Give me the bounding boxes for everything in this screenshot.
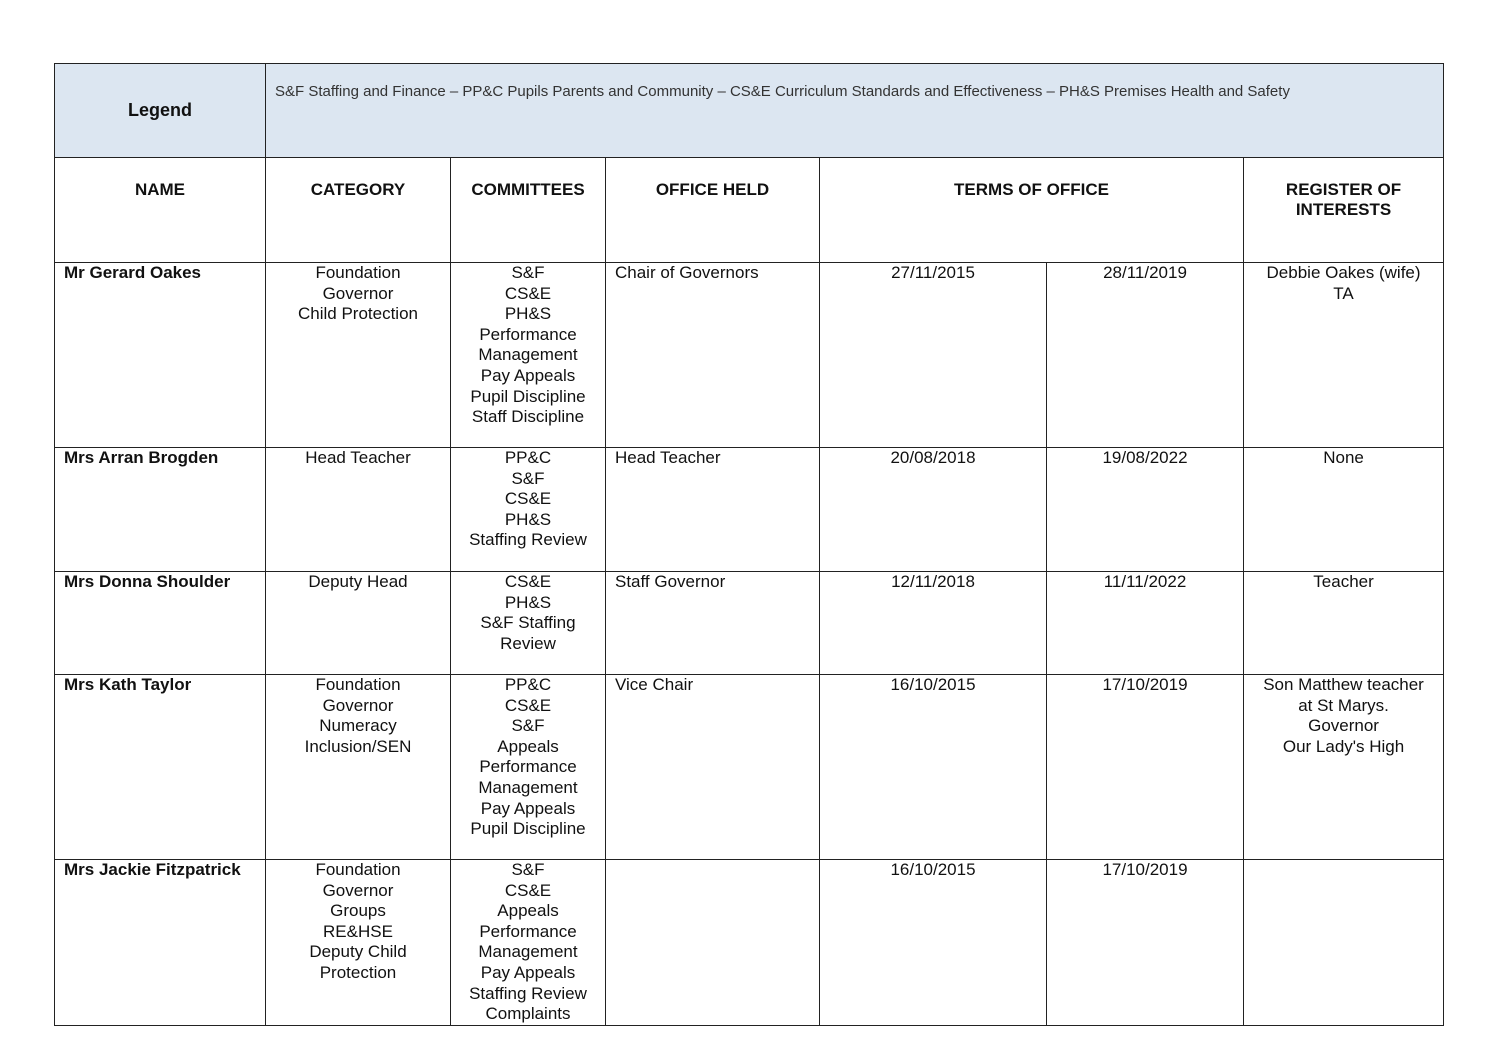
- category-line: Governor: [322, 880, 394, 900]
- term-start-date: 16/10/2015: [890, 675, 976, 694]
- committee-item: PH&S: [504, 304, 552, 324]
- table-row: [55, 860, 1444, 1026]
- legend-text: S&F Staffing and Finance – PP&C Pupils Parents and Community – CS&E Curriculum Standards and Effectiveness – PH&S Premises Health and Safety: [266, 64, 1444, 158]
- committee-item: Performance: [479, 757, 577, 777]
- committee-item: Pay Appeals: [480, 798, 576, 818]
- committee-item: Staffing Review: [469, 530, 587, 550]
- committee-item: S&F: [511, 468, 545, 488]
- committee-item: Appeals: [497, 736, 559, 756]
- table-row: [55, 263, 1444, 448]
- header-name: NAME: [55, 158, 266, 263]
- term-start-cell: [820, 448, 1047, 572]
- committees-cell: [451, 572, 606, 675]
- category-line: Deputy Child: [309, 942, 407, 962]
- governor-name-cell: [55, 860, 266, 1026]
- header-category: CATEGORY: [266, 158, 451, 263]
- category-cell: [266, 572, 451, 675]
- committee-item: S&F: [511, 860, 545, 879]
- register-line: Debbie Oakes (wife): [1266, 263, 1421, 282]
- governor-name: Mrs Donna Shoulder: [64, 572, 231, 591]
- office-held-cell: [606, 572, 820, 675]
- register-line: at St Marys.: [1298, 695, 1389, 715]
- header-committees: COMMITTEES: [451, 158, 606, 263]
- committee-item: Appeals: [497, 901, 559, 921]
- committee-item: Performance: [479, 921, 577, 941]
- category-line: Protection: [319, 962, 397, 982]
- table-row: [55, 448, 1444, 572]
- category-line: Deputy Head: [308, 572, 408, 591]
- term-end-date: 11/11/2022: [1103, 572, 1187, 591]
- register-line: Son Matthew teacher: [1263, 675, 1424, 694]
- term-start-cell: [820, 263, 1047, 448]
- term-end-date: 19/08/2022: [1102, 448, 1188, 467]
- table-row: [55, 572, 1444, 675]
- term-start-date: 20/08/2018: [890, 448, 976, 467]
- committee-item: Performance: [479, 324, 577, 344]
- category-line: Foundation: [315, 860, 401, 879]
- header-terms-of-office: TERMS OF OFFICE: [820, 158, 1244, 263]
- committee-item: CS&E: [504, 695, 552, 715]
- office-held: Head Teacher: [615, 448, 721, 467]
- committee-item: Complaints: [485, 1004, 571, 1024]
- term-end-date: 28/11/2019: [1103, 263, 1187, 282]
- committee-item: Review: [500, 633, 556, 653]
- register-line: Governor: [1308, 716, 1379, 736]
- term-start-cell: [820, 572, 1047, 675]
- category-cell: [266, 860, 451, 1026]
- category-line: Governor: [322, 283, 394, 303]
- legend-label: Legend: [55, 64, 266, 158]
- office-held-cell: [606, 860, 820, 1026]
- committee-item: Pupil Discipline: [470, 819, 586, 839]
- category-line: Foundation: [315, 263, 401, 282]
- category-line: Head Teacher: [305, 448, 411, 467]
- committees-cell: [451, 675, 606, 860]
- office-held-cell: [606, 263, 820, 448]
- term-start-date: 27/11/2015: [891, 263, 975, 282]
- category-line: Groups: [330, 901, 386, 921]
- category-line: Inclusion/SEN: [304, 736, 412, 756]
- committee-item: PH&S: [504, 592, 552, 612]
- committee-item: Staff Discipline: [471, 407, 585, 427]
- register-of-interests-cell: [1244, 448, 1444, 572]
- committee-item: S&F: [511, 716, 545, 736]
- term-start-cell: [820, 860, 1047, 1026]
- category-cell: [266, 675, 451, 860]
- header-office-held: OFFICE HELD: [606, 158, 820, 263]
- table-body: [55, 263, 1444, 1026]
- term-start-cell: [820, 675, 1047, 860]
- term-end-date: 17/10/2019: [1102, 675, 1188, 694]
- governor-name: Mr Gerard Oakes: [64, 263, 202, 282]
- committee-item: Management: [478, 777, 578, 797]
- governor-name: Mrs Jackie Fitzpatrick: [64, 860, 241, 879]
- term-end-cell: [1047, 675, 1244, 860]
- committees-cell: [451, 860, 606, 1026]
- term-end-cell: [1047, 572, 1244, 675]
- governor-name: Mrs Kath Taylor: [64, 675, 192, 694]
- category-line: Governor: [322, 695, 394, 715]
- term-start-date: 16/10/2015: [890, 860, 976, 879]
- committee-item: CS&E: [504, 572, 552, 591]
- term-start-date: 12/11/2018: [891, 572, 975, 591]
- office-held-cell: [606, 675, 820, 860]
- office-held: Staff Governor: [615, 572, 726, 591]
- committee-item: PH&S: [504, 509, 552, 529]
- register-line: TA: [1333, 283, 1354, 303]
- committee-item: Pay Appeals: [480, 962, 576, 982]
- committee-item: CS&E: [504, 880, 552, 900]
- committee-item: PP&C: [504, 675, 552, 694]
- table-row: [55, 675, 1444, 860]
- register-of-interests-cell: [1244, 263, 1444, 448]
- committee-item: Management: [478, 942, 578, 962]
- committees-cell: [451, 448, 606, 572]
- committee-item: CS&E: [504, 283, 552, 303]
- header-register-line2: INTERESTS: [1295, 200, 1392, 219]
- committee-item: CS&E: [504, 489, 552, 509]
- term-end-date: 17/10/2019: [1102, 860, 1188, 879]
- category-line: Foundation: [315, 675, 401, 694]
- term-end-cell: [1047, 263, 1244, 448]
- committee-item: Pupil Discipline: [470, 386, 586, 406]
- category-line: Numeracy: [319, 716, 397, 736]
- governors-table: [54, 63, 1444, 1026]
- governor-name-cell: [55, 675, 266, 860]
- term-end-cell: [1047, 448, 1244, 572]
- legend-row: [55, 64, 1444, 158]
- header-register-of-interests: [1244, 158, 1444, 263]
- register-line: Our Lady's High: [1282, 736, 1405, 756]
- governor-name-cell: [55, 448, 266, 572]
- register-line: None: [1323, 448, 1364, 467]
- office-held-cell: [606, 448, 820, 572]
- office-held: Chair of Governors: [615, 263, 759, 282]
- committee-item: S&F Staffing: [480, 613, 576, 633]
- governor-name-cell: [55, 263, 266, 448]
- committee-item: Staffing Review: [469, 983, 587, 1003]
- register-of-interests-cell: [1244, 675, 1444, 860]
- committee-item: Management: [478, 345, 578, 365]
- committee-item: Pay Appeals: [480, 365, 576, 385]
- header-row: [55, 158, 1444, 263]
- category-cell: [266, 263, 451, 448]
- term-end-cell: [1047, 860, 1244, 1026]
- header-register-line1: REGISTER OF: [1285, 180, 1402, 199]
- committee-item: PP&C: [504, 448, 552, 467]
- category-line: RE&HSE: [323, 921, 393, 941]
- office-held: Vice Chair: [615, 675, 694, 694]
- register-of-interests-cell: [1244, 572, 1444, 675]
- governor-name-cell: [55, 572, 266, 675]
- category-line: Child Protection: [297, 304, 418, 324]
- category-cell: [266, 448, 451, 572]
- committees-cell: [451, 263, 606, 448]
- committee-item: S&F: [511, 263, 545, 282]
- register-line: Teacher: [1313, 572, 1374, 591]
- governor-name: Mrs Arran Brogden: [64, 448, 219, 467]
- register-of-interests-cell: [1244, 860, 1444, 1026]
